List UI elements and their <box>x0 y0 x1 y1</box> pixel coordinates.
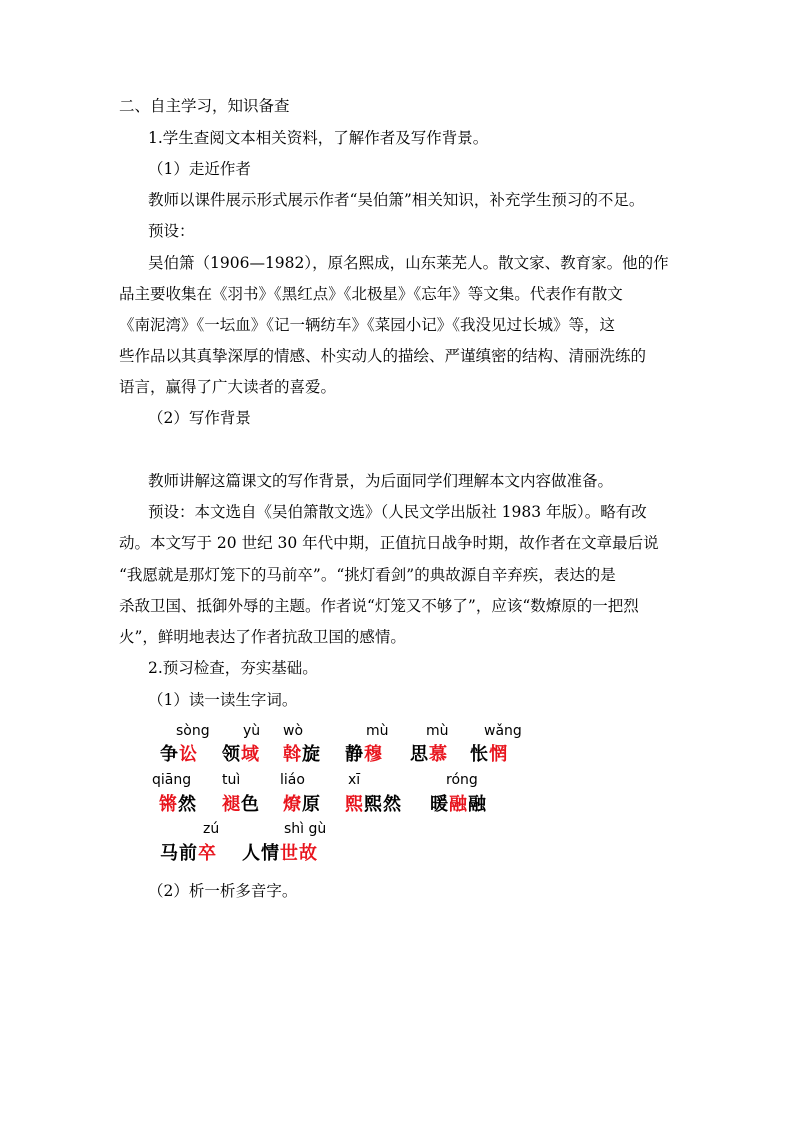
polyphone-title: （2）析一析多音字。 <box>148 882 298 900</box>
vocab-row <box>0 744 794 766</box>
vocab-word: 领域 <box>222 744 260 765</box>
pinyin: wǎng <box>484 723 522 739</box>
subsection-2-title: （2）写作背景 <box>148 409 251 427</box>
background-line: 火”，鲜明地表达了作者抗敌卫国的感情。 <box>119 628 406 646</box>
author-line: 品主要收集在《羽书》《黑红点》《北极星》《忘年》等文集。代表作有散文 <box>119 285 623 303</box>
author-line: 吴伯箫（1906—1982），原名熙成，山东莱芜人。散文家、教育家。他的作 <box>148 254 669 272</box>
background-line: 杀敌卫国、抵御外辱的主题。作者说“灯笼又不够了”，应该“数燎原的一把烈 <box>119 597 639 615</box>
background-line: 预设：本文选自《吴伯箫散文选》（人民文学出版社 1983 年版）。略有改 <box>148 503 647 521</box>
pinyin: mù <box>366 723 389 739</box>
background-line: 动。本文写于 20 世纪 30 年代中期，正值抗日战争时期，故作者在文章最后说 <box>119 534 659 552</box>
vocab-word: 锵然 <box>159 794 197 815</box>
vocab-word: 思慕 <box>410 744 448 765</box>
subsection-1-title: （1）走近作者 <box>148 160 251 178</box>
pinyin-row <box>0 820 794 842</box>
vocab-word: 褪色 <box>222 794 260 815</box>
pinyin: xī <box>348 772 361 788</box>
pinyin: róng <box>446 772 478 788</box>
section-title: 二、自主学习，知识备查 <box>119 97 290 115</box>
pinyin: shì gù <box>284 821 327 837</box>
preset-label: 预设： <box>148 222 195 240</box>
vocab-word: 静穆 <box>345 744 383 765</box>
author-line: 些作品以其真挚深厚的情感、朴实动人的描绘、严谨缜密的结构、清丽洗练的 <box>119 347 647 365</box>
background-line: “我愿就是那灯笼下的马前卒”。“挑灯看剑”的典故源自辛弃疾，表达的是 <box>119 566 616 584</box>
pinyin: qiāng <box>152 772 192 788</box>
pinyin-row <box>0 722 794 744</box>
item-2-heading: 2.预习检查，夯实基础。 <box>148 659 318 677</box>
vocab-word: 怅惘 <box>470 744 508 765</box>
vocab-row <box>0 843 794 865</box>
vocab-word: 暖融融 <box>430 794 487 815</box>
pinyin: zú <box>203 821 220 837</box>
vocab-row <box>0 794 794 816</box>
author-line: 《南泥湾》《一坛血》《记一辆纺车》《菜园小记》《我没见过长城》等，这 <box>119 316 616 334</box>
pinyin: wò <box>283 723 304 739</box>
pinyin: mù <box>426 723 449 739</box>
item-1-heading: 1.学生查阅文本相关资料，了解作者及写作背景。 <box>148 129 489 147</box>
pinyin: yù <box>243 723 261 739</box>
vocab-word: 争讼 <box>160 744 198 765</box>
author-line: 语言，赢得了广大读者的喜爱。 <box>119 378 337 396</box>
vocab-word: 马前卒 <box>160 843 217 864</box>
vocab-word: 人情世故 <box>242 843 318 864</box>
vocab-word: 熙熙然 <box>345 794 402 815</box>
pinyin: sòng <box>176 723 210 739</box>
pinyin: tuì <box>222 772 241 788</box>
pinyin: liáo <box>280 772 305 788</box>
read-words-title: （1）读一读生字词。 <box>148 691 298 709</box>
pinyin-row <box>0 771 794 793</box>
paragraph-background-intro: 教师讲解这篇课文的写作背景，为后面同学们理解本文内容做准备。 <box>148 472 614 490</box>
vocab-word: 燎原 <box>283 794 321 815</box>
vocab-word: 斡旋 <box>283 744 321 765</box>
paragraph-teacher-author: 教师以课件展示形式展示作者“吴伯箫”相关知识，补充学生预习的不足。 <box>148 191 645 209</box>
